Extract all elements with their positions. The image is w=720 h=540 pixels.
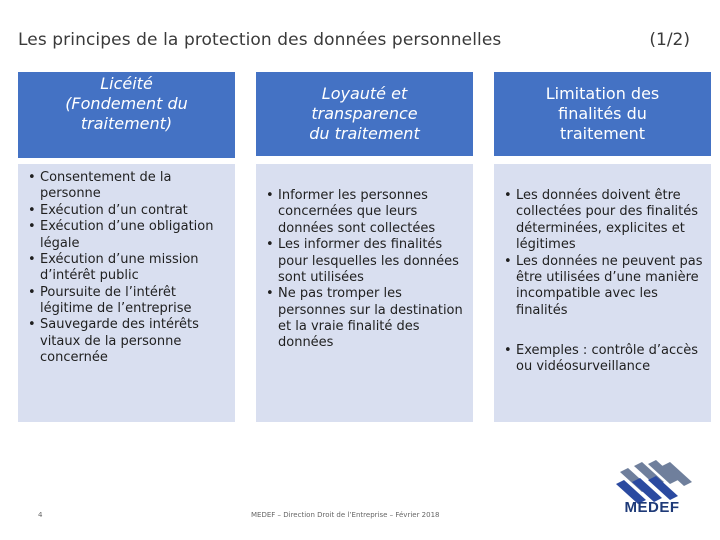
bullet-item: • Ne pas tromper les personnes sur la destination et la vraie finalité des données — [264, 286, 465, 352]
column-title-line: finalités du — [558, 104, 647, 123]
bullet-item: • Les données ne peuvent pas être utilisées d’une manière incompatible avec les finalités — [502, 254, 703, 320]
column-liceite — [18, 72, 235, 422]
spacer — [502, 319, 703, 343]
slide-title: Les principes de la protection des données personnelles — [18, 30, 502, 50]
bullet-item: • Les informer des finalités pour lesquelles les données sont utilisées — [264, 237, 465, 286]
bullet-item: • Exécution d’une mission d’intérêt public — [26, 252, 227, 285]
column-header-liceite — [18, 72, 235, 158]
bullet-item: • Poursuite de l’intérêt légitime de l’entreprise — [26, 285, 227, 318]
column-body-loyaute — [256, 164, 473, 422]
column-title-line: Limitation des — [545, 84, 660, 103]
column-title-line: Loyauté et — [321, 84, 408, 103]
column-title-line: du traitement — [309, 124, 420, 143]
column-body-limitation — [494, 164, 711, 422]
column-title-line: transparence — [311, 104, 418, 123]
bullet-item: • Sauvegarde des intérêts vitaux de la personne concernée — [26, 317, 227, 366]
bullet-list — [502, 343, 703, 376]
footer-text: MEDEF – Direction Droit de l’Entreprise – Février 2018 — [251, 511, 440, 519]
column-title-line: traitement) — [80, 114, 173, 133]
bullet-item: • Exécution d’une obligation légale — [26, 219, 227, 252]
bullet-item: • Exemples : contrôle d’accès ou vidéosurveillance — [502, 343, 703, 376]
column-loyaute — [256, 72, 473, 422]
bullet-item: • Consentement de la personne — [26, 170, 227, 203]
column-body-liceite — [18, 164, 235, 422]
slide-page-indicator: (1/2) — [649, 30, 690, 50]
column-title-line: (Fondement du — [65, 94, 188, 113]
bullet-item: • Informer les personnes concernées que leurs données sont collectées — [264, 188, 465, 237]
bullet-list — [26, 170, 227, 367]
column-header-limitation — [494, 72, 711, 156]
bullet-item: • Les données doivent être collectées pour des finalités déterminées, explicites et légitimes — [502, 188, 703, 254]
bullet-item: • Exécution d’un contrat — [26, 203, 227, 219]
bullet-list — [264, 188, 465, 352]
column-title-line: Licéité — [100, 74, 153, 93]
medef-logo-text: MEDEF — [624, 499, 680, 516]
column-limitation — [494, 72, 711, 422]
column-header-loyaute — [256, 72, 473, 156]
bullet-list — [502, 188, 703, 319]
column-title-line: traitement — [559, 124, 646, 143]
footer-page-number: 4 — [38, 511, 43, 519]
